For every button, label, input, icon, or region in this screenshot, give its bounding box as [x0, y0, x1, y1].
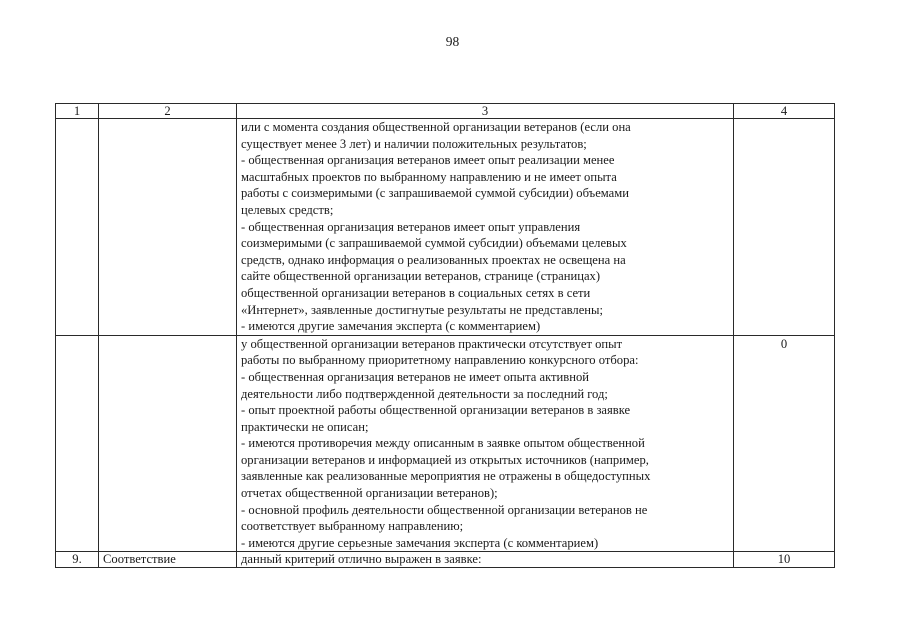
- block1-line: сайте общественной организации ветеранов, странице (страницах): [241, 269, 601, 284]
- block1-line: соизмеримыми (с запрашиваемой суммой субсидии) объемами целевых: [241, 236, 627, 251]
- table-header-row: [56, 104, 835, 119]
- row9-score-cell: 10: [734, 552, 835, 568]
- page-number: 98: [445, 34, 460, 49]
- row9-description-cell: данный критерий отлично выражен в заявке:: [237, 552, 734, 568]
- block1-line: «Интернет», заявленные достигнутые результаты не представлены;: [241, 302, 604, 317]
- block1-line: - общественная организация ветеранов имеет опыт реализации менее: [241, 153, 615, 168]
- block1-line: общественной организации ветеранов в социальных сетях в сети: [241, 285, 591, 300]
- block1-description-cell: [237, 119, 734, 336]
- block2-line: - имеются другие серьезные замечания эксперта (с комментарием): [241, 535, 599, 550]
- block2-line: организации ветеранов и информацией из открытых источников (например,: [241, 452, 649, 467]
- block2-line: - общественная организация ветеранов не имеет опыта активной: [241, 369, 590, 384]
- block2-criterion-cell: [99, 335, 237, 552]
- block1-line: или с момента создания общественной организации ветеранов (если она: [241, 120, 631, 134]
- block1-criterion-cell: [99, 119, 237, 336]
- block2-line: работы по выбранному приоритетному направлению конкурсного отбора:: [241, 353, 639, 368]
- header-col-2: 2: [99, 104, 237, 119]
- block2-number-cell: [56, 335, 99, 552]
- block2-line: - имеются противоречия между описанным в заявке опытом общественной: [241, 436, 645, 451]
- block2-line: заявленные как реализованные мероприятия не отражены в общедоступных: [241, 469, 651, 484]
- header-col-3: 3: [237, 104, 734, 119]
- block2-line: деятельности либо подтвержденной деятельности за последний год;: [241, 386, 608, 401]
- criteria-table: [55, 103, 835, 568]
- table-row-9: [56, 552, 835, 568]
- block2-line: практически не описан;: [241, 419, 369, 434]
- row9-number-cell: 9.: [56, 552, 99, 568]
- block1-line: целевых средств;: [241, 202, 334, 217]
- block2-line: - основной профиль деятельности общественной организации ветеранов не: [241, 502, 648, 517]
- block1-line: масштабных проектов по выбранному направлению и не имеет опыта: [241, 169, 617, 184]
- block1-line: работы с соизмеримыми (с запрашиваемой суммой субсидии) объемами: [241, 186, 629, 201]
- table-row-block1: [56, 119, 835, 336]
- block2-line: - опыт проектной работы общественной организации ветеранов в заявке: [241, 403, 631, 418]
- row9-criterion-cell: Соответствие: [99, 552, 237, 568]
- block2-line: соответствует выбранному направлению;: [241, 519, 464, 534]
- header-col-1: 1: [56, 104, 99, 119]
- block1-line: - общественная организация ветеранов имеет опыт управления: [241, 219, 581, 234]
- block1-line: существует менее 3 лет) и наличии положительных результатов;: [241, 136, 587, 151]
- block2-description-cell: [237, 335, 734, 552]
- block1-line: средств, однако информация о реализованных проектах не освещена на: [241, 252, 626, 267]
- table-row-block2: [56, 335, 835, 552]
- header-col-4: 4: [734, 104, 835, 119]
- block2-score-cell: 0: [734, 335, 835, 552]
- block2-line: отчетах общественной организации ветеранов);: [241, 486, 498, 501]
- block2-line: у общественной организации ветеранов практически отсутствует опыт: [241, 336, 623, 351]
- block1-line: - имеются другие замечания эксперта (с комментарием): [241, 319, 541, 334]
- block1-score-cell: [734, 119, 835, 336]
- block1-number-cell: [56, 119, 99, 336]
